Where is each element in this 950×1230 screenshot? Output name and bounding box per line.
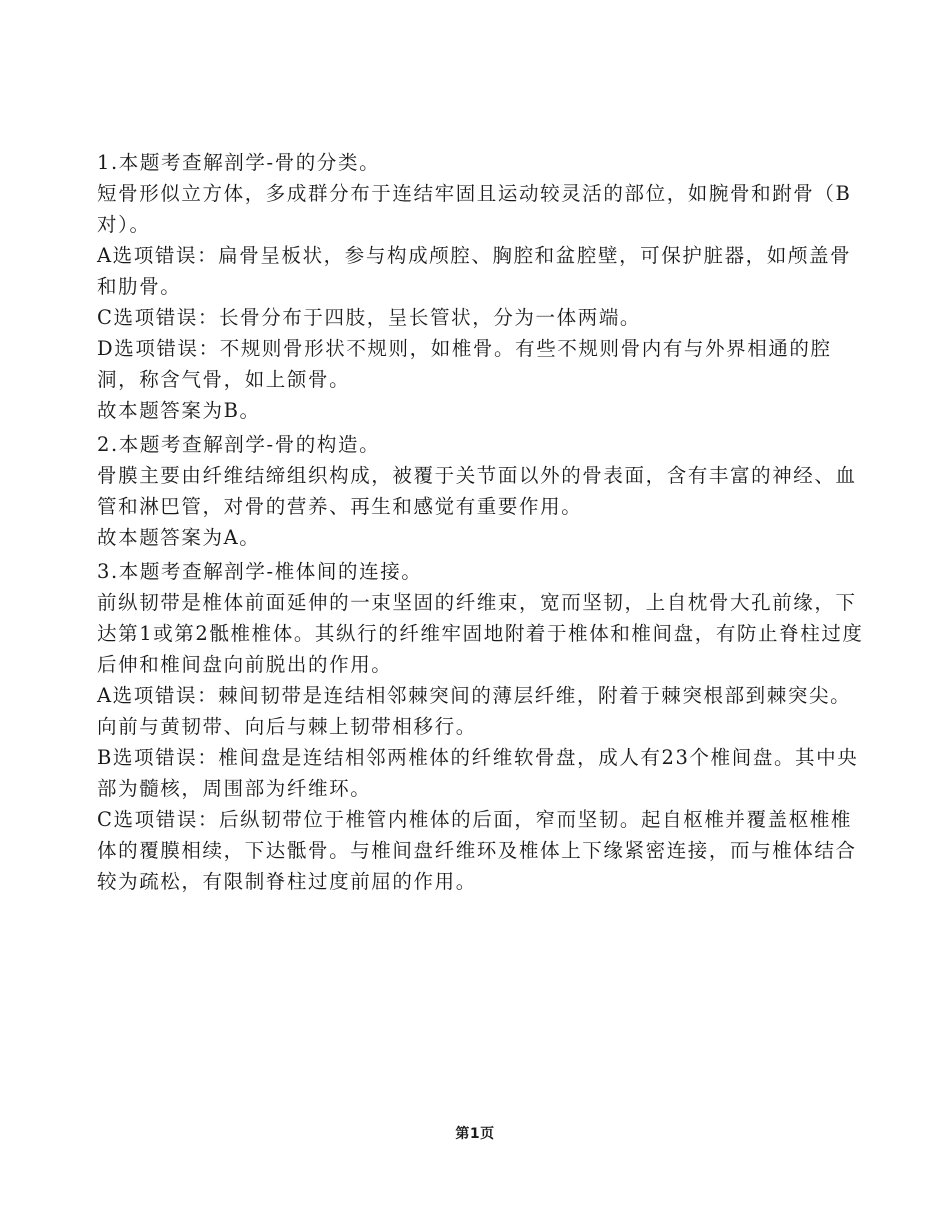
option-a-explanation: A选项错误：棘间韧带是连结相邻棘突间的薄层纤维，附着于棘突根部到棘突尖。向前与黄韧带、向后与棘上韧带相移行。 xyxy=(97,684,852,738)
answer-line: 故本题答案为A。 xyxy=(97,526,261,549)
explanation-paragraph: 短骨形似立方体，多成群分布于连结牢固且运动较灵活的部位，如腕骨和跗骨（B对）。 xyxy=(97,182,852,236)
answer-section-1 xyxy=(97,147,870,426)
option-c-explanation: C选项错误：后纵韧带位于椎管内椎体的后面，窄而坚韧。起自枢椎并覆盖枢椎椎体的覆膜相续，下达骶骨。与椎间盘纤维环及椎体上下缘紧密连接，而与椎体结合较为疏松，有限制脊柱过度前屈的作用。 xyxy=(97,808,857,893)
section-heading: 2.本题考查解剖学-骨的构造。 xyxy=(97,433,381,456)
option-a-explanation: A选项错误：扁骨呈板状，参与构成颅腔、胸腔和盆腔壁，可保护脏器，如颅盖骨和肋骨。 xyxy=(97,244,852,298)
page-number: 第1页 xyxy=(455,1126,495,1142)
option-c-explanation: C选项错误：长骨分布于四肢，呈长管状，分为一体两端。 xyxy=(97,306,642,329)
explanation-paragraph: 前纵韧带是椎体前面延伸的一束坚固的纤维束，宽而坚韧，上自枕骨大孔前缘，下达第1或第2骶椎椎体。其纵行的纤维牢固地附着于椎体和椎间盘，有防止脊柱过度后伸和椎间盘向前脱出的作用。 xyxy=(97,591,864,676)
answer-line: 故本题答案为B。 xyxy=(97,399,261,422)
answer-section-2 xyxy=(97,429,870,553)
option-d-explanation: D选项错误：不规则骨形状不规则，如椎骨。有些不规则骨内有与外界相通的腔洞，称含气骨，如上颌骨。 xyxy=(97,337,832,391)
section-heading: 1.本题考查解剖学-骨的分类。 xyxy=(97,151,381,174)
explanation-paragraph: 骨膜主要由纤维结缔组织构成，被覆于关节面以外的骨表面，含有丰富的神经、血管和淋巴管，对骨的营养、再生和感觉有重要作用。 xyxy=(97,464,857,518)
section-heading: 3.本题考查解剖学-椎体间的连接。 xyxy=(97,560,423,583)
answer-section-3 xyxy=(97,556,870,897)
option-b-explanation: B选项错误：椎间盘是连结相邻两椎体的纤维软骨盘，成人有23个椎间盘。其中央部为髓核，周围部为纤维环。 xyxy=(97,746,859,800)
